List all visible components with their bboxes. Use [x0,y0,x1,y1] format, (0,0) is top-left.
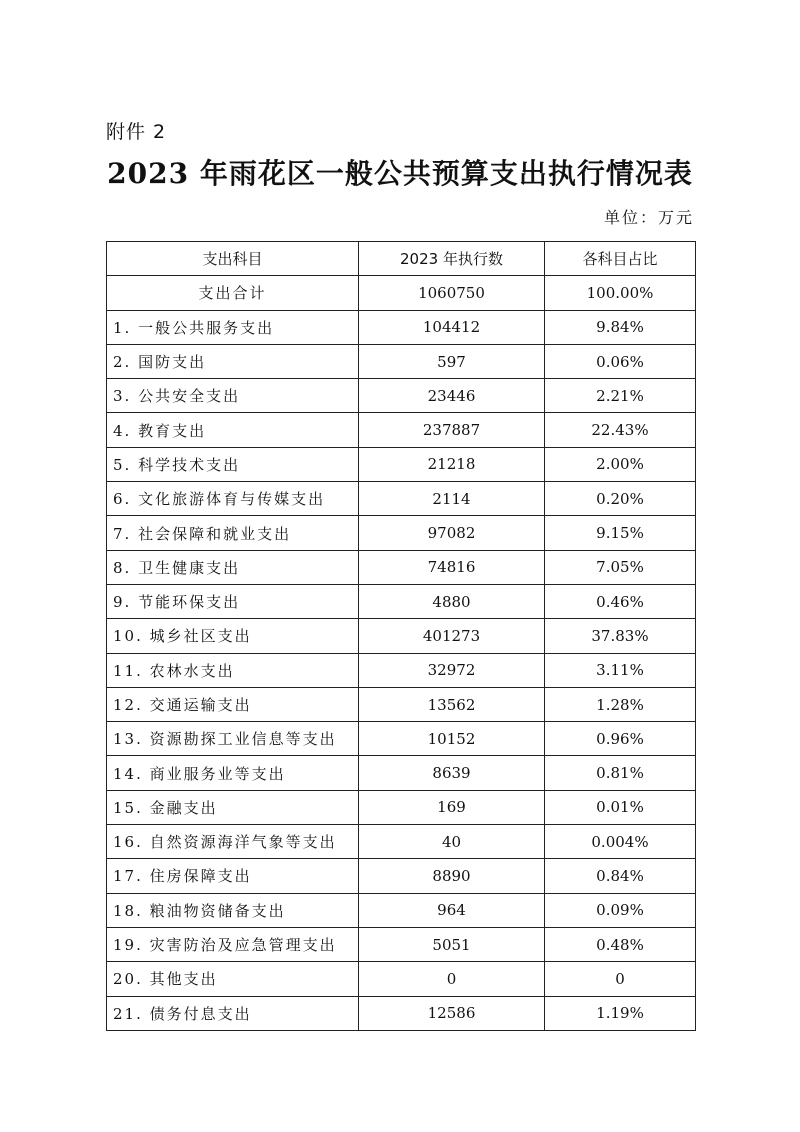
amount-cell: 10152 [359,722,545,756]
subject-cell: 15. 金融支出 [107,790,359,824]
share-cell: 0.004% [545,825,696,859]
amount-cell: 401273 [359,619,545,653]
amount-cell: 169 [359,790,545,824]
share-cell: 7.05% [545,550,696,584]
subject-cell: 12. 交通运输支出 [107,687,359,721]
amount-cell: 13562 [359,687,545,721]
table-row [107,996,696,1030]
table-row [107,447,696,481]
subject-cell: 2. 国防支出 [107,344,359,378]
share-cell: 37.83% [545,619,696,653]
amount-cell: 23446 [359,379,545,413]
amount-cell: 2114 [359,482,545,516]
share-cell: 1.28% [545,687,696,721]
subject-cell: 5. 科学技术支出 [107,447,359,481]
amount-cell: 104412 [359,310,545,344]
amount-cell: 8890 [359,859,545,893]
table-row [107,653,696,687]
subject-cell: 3. 公共安全支出 [107,379,359,413]
table-row [107,687,696,721]
table-body [107,276,696,1031]
subject-cell: 13. 资源勘探工业信息等支出 [107,722,359,756]
table-row [107,584,696,618]
share-cell: 0.84% [545,859,696,893]
table-row [107,344,696,378]
share-cell: 2.21% [545,379,696,413]
subject-cell: 14. 商业服务业等支出 [107,756,359,790]
table-row [107,722,696,756]
attachment-label: 附件 2 [106,121,167,143]
subject-cell: 9. 节能环保支出 [107,584,359,618]
table-row [107,790,696,824]
share-cell: 0.96% [545,722,696,756]
amount-cell: 597 [359,344,545,378]
table-row [107,413,696,447]
subject-cell: 20. 其他支出 [107,962,359,996]
expenditure-table [106,241,696,1031]
amount-cell: 74816 [359,550,545,584]
share-cell: 2.00% [545,447,696,481]
table-row [107,825,696,859]
subject-cell: 10. 城乡社区支出 [107,619,359,653]
table-row [107,859,696,893]
subject-cell: 7. 社会保障和就业支出 [107,516,359,550]
amount-cell: 4880 [359,584,545,618]
share-cell: 0.48% [545,927,696,961]
table-row [107,379,696,413]
share-cell: 100.00% [545,276,696,310]
column-header-amount: 2023 年执行数 [359,242,545,276]
table-row [107,927,696,961]
column-header-subject: 支出科目 [107,242,359,276]
share-cell: 3.11% [545,653,696,687]
share-cell: 0.81% [545,756,696,790]
amount-cell: 5051 [359,927,545,961]
table-row [107,893,696,927]
subject-cell: 17. 住房保障支出 [107,859,359,893]
unit-label: 单位：万元 [603,208,694,227]
amount-cell: 21218 [359,447,545,481]
table-row [107,619,696,653]
subject-cell: 6. 文化旅游体育与传媒支出 [107,482,359,516]
share-cell: 22.43% [545,413,696,447]
table-row [107,516,696,550]
subject-cell: 18. 粮油物资储备支出 [107,893,359,927]
total-row [107,276,696,310]
share-cell: 0.06% [545,344,696,378]
subject-cell: 19. 灾害防治及应急管理支出 [107,927,359,961]
share-cell: 9.84% [545,310,696,344]
amount-cell: 964 [359,893,545,927]
amount-cell: 8639 [359,756,545,790]
page-title: 2023 年雨花区一般公共预算支出执行情况表 [107,157,693,190]
subject-cell: 11. 农林水支出 [107,653,359,687]
share-cell: 0.20% [545,482,696,516]
share-cell: 9.15% [545,516,696,550]
table-row [107,482,696,516]
share-cell: 1.19% [545,996,696,1030]
share-cell: 0.01% [545,790,696,824]
amount-cell: 237887 [359,413,545,447]
table-row [107,756,696,790]
share-cell: 0.09% [545,893,696,927]
amount-cell: 1060750 [359,276,545,310]
subject-cell: 16. 自然资源海洋气象等支出 [107,825,359,859]
share-cell: 0.46% [545,584,696,618]
amount-cell: 97082 [359,516,545,550]
subject-cell: 21. 债务付息支出 [107,996,359,1030]
subject-cell: 8. 卫生健康支出 [107,550,359,584]
amount-cell: 40 [359,825,545,859]
amount-cell: 12586 [359,996,545,1030]
amount-cell: 0 [359,962,545,996]
table-row [107,310,696,344]
table-header-row [107,242,696,276]
subject-cell: 支出合计 [107,276,359,310]
table-row [107,962,696,996]
column-header-share: 各科目占比 [545,242,696,276]
subject-cell: 4. 教育支出 [107,413,359,447]
share-cell: 0 [545,962,696,996]
amount-cell: 32972 [359,653,545,687]
subject-cell: 1. 一般公共服务支出 [107,310,359,344]
table-row [107,550,696,584]
